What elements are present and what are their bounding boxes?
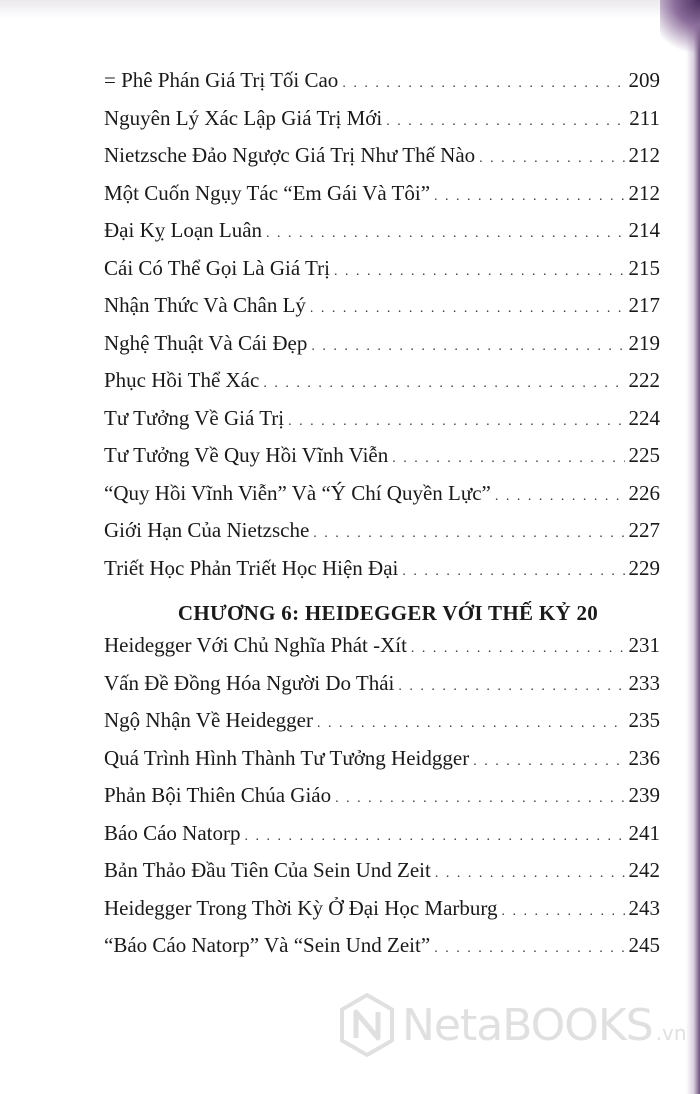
toc-dot-leader [311, 339, 624, 355]
toc-entry-page: 239 [628, 783, 660, 807]
toc-dot-leader [342, 76, 624, 92]
toc-entry-page: 243 [628, 895, 660, 920]
toc-dot-leader [495, 489, 625, 505]
toc-entry-page: 241 [628, 820, 660, 845]
toc-entry-title: Heidegger Trong Thời Kỳ Ở Đại Học Marburg [104, 895, 498, 920]
toc-entry [104, 368, 660, 406]
toc-entry-title: Đại Kỵ Loạn Luân [104, 218, 263, 242]
toc-entry [104, 518, 660, 556]
toc-entry-page: 236 [628, 745, 660, 770]
toc-entry-title: Bản Thảo Đầu Tiên Của Sein Und Zeit [104, 858, 431, 882]
toc-entry-title: Nhận Thức Và Chân Lý [104, 293, 306, 317]
toc-dot-leader [317, 716, 625, 732]
toc-entry-title: “Báo Cáo Natorp” Và “Sein Und Zeit” [104, 933, 431, 957]
toc-entry-title: Nguyên Lý Xác Lập Giá Trị Mới [104, 105, 383, 130]
toc-entry-page: 226 [628, 480, 660, 505]
toc-entry-title: Phản Bội Thiên Chúa Giáo [104, 783, 332, 807]
toc-dot-leader [392, 451, 624, 467]
table-of-contents [104, 68, 660, 971]
toc-entry-page: 215 [628, 255, 660, 280]
toc-section-2 [104, 633, 660, 971]
toc-section-1 [104, 68, 660, 593]
netabooks-logo-icon [338, 992, 396, 1058]
toc-dot-leader [434, 941, 624, 957]
toc-entry-page: 242 [628, 858, 660, 882]
toc-entry-title: Ngộ Nhận Về Heidegger [104, 708, 313, 732]
toc-entry-title: “Quy Hồi Vĩnh Viễn” Và “Ý Chí Quyền Lực” [104, 480, 491, 505]
toc-entry [104, 671, 660, 709]
toc-entry-title: Nghệ Thuật Và Cái Đẹp [104, 330, 308, 355]
toc-dot-leader [434, 189, 624, 205]
chapter-heading: CHƯƠNG 6: HEIDEGGER VỚI THẾ KỶ 20 [177, 601, 599, 625]
toc-entry [104, 256, 660, 294]
toc-entry-page: 224 [628, 405, 660, 430]
toc-dot-leader [411, 641, 625, 657]
toc-entry [104, 443, 660, 481]
toc-dot-leader [435, 866, 625, 882]
toc-entry [104, 181, 660, 219]
toc-entry-title: Quá Trình Hình Thành Tư Tưởng Heidgger [104, 745, 470, 770]
toc-entry [104, 896, 660, 934]
toc-entry [104, 858, 660, 896]
toc-entry [104, 556, 660, 594]
toc-entry [104, 143, 660, 181]
toc-entry [104, 633, 660, 671]
toc-dot-leader [244, 829, 624, 845]
toc-entry-title: Cái Có Thể Gọi Là Giá Trị [104, 255, 330, 280]
toc-entry-page: 222 [628, 368, 660, 392]
toc-entry-page: 209 [628, 68, 660, 92]
toc-entry-title: Vấn Đề Đồng Hóa Người Do Thái [104, 670, 395, 695]
toc-dot-leader [479, 151, 624, 167]
toc-entry-page: 217 [628, 293, 660, 317]
toc-entry [104, 821, 660, 859]
toc-entry [104, 406, 660, 444]
toc-entry-page: 235 [628, 708, 660, 732]
toc-entry-page: 219 [628, 330, 660, 355]
toc-dot-leader [386, 114, 625, 130]
toc-entry [104, 481, 660, 519]
toc-dot-leader [502, 904, 625, 920]
toc-entry-title: Nietzsche Đảo Ngược Giá Trị Như Thế Nào [104, 143, 476, 167]
toc-entry-page: 225 [628, 443, 660, 467]
toc-entry-page: 227 [628, 518, 660, 542]
toc-entry-title: = Phê Phán Giá Trị Tối Cao [104, 68, 339, 92]
toc-dot-leader [266, 226, 624, 242]
toc-entry-title: Báo Cáo Natorp [104, 820, 241, 845]
toc-entry-title: Triết Học Phản Triết Học Hiện Đại [104, 555, 399, 580]
toc-entry-title: Tư Tưởng Về Quy Hồi Vĩnh Viễn [104, 443, 389, 467]
toc-entry-page: 229 [628, 555, 660, 580]
watermark-suffix: .vn [655, 1021, 687, 1045]
toc-dot-leader [398, 679, 624, 695]
toc-entry-page: 212 [628, 143, 660, 167]
toc-entry-page: 214 [628, 218, 660, 242]
toc-dot-leader [288, 414, 624, 430]
toc-entry [104, 331, 660, 369]
toc-dot-leader [310, 301, 625, 317]
toc-dot-leader [473, 754, 624, 770]
cover-corner-edge [660, 0, 700, 60]
toc-dot-leader [334, 264, 625, 280]
toc-dot-leader [335, 791, 624, 807]
toc-dot-leader [402, 564, 624, 580]
toc-entry-page: 231 [628, 633, 660, 657]
toc-entry-page: 233 [628, 670, 660, 695]
toc-entry-title: Phục Hồi Thể Xác [104, 368, 260, 392]
toc-entry-title: Tư Tưởng Về Giá Trị [104, 405, 285, 430]
toc-entry-title: Heidegger Với Chủ Nghĩa Phát -Xít [104, 633, 407, 657]
toc-entry-page: 211 [629, 105, 660, 130]
toc-dot-leader [263, 376, 624, 392]
toc-entry [104, 933, 660, 971]
netabooks-watermark [338, 990, 687, 1060]
toc-entry [104, 218, 660, 256]
toc-entry [104, 68, 660, 106]
toc-dot-leader [313, 526, 624, 542]
toc-entry-page: 245 [628, 933, 660, 957]
toc-entry [104, 708, 660, 746]
toc-entry-title: Giới Hạn Của Nietzsche [104, 518, 310, 542]
toc-entry-title: Một Cuốn Ngụy Tác “Em Gái Và Tôi” [104, 180, 431, 205]
page-top-shadow [0, 0, 700, 18]
toc-entry [104, 746, 660, 784]
toc-entry [104, 783, 660, 821]
toc-entry [104, 106, 660, 144]
page-right-shadow [686, 0, 700, 1094]
toc-entry-page: 212 [628, 180, 660, 205]
toc-entry [104, 293, 660, 331]
watermark-brand: NetaBOOKS [402, 999, 653, 1051]
